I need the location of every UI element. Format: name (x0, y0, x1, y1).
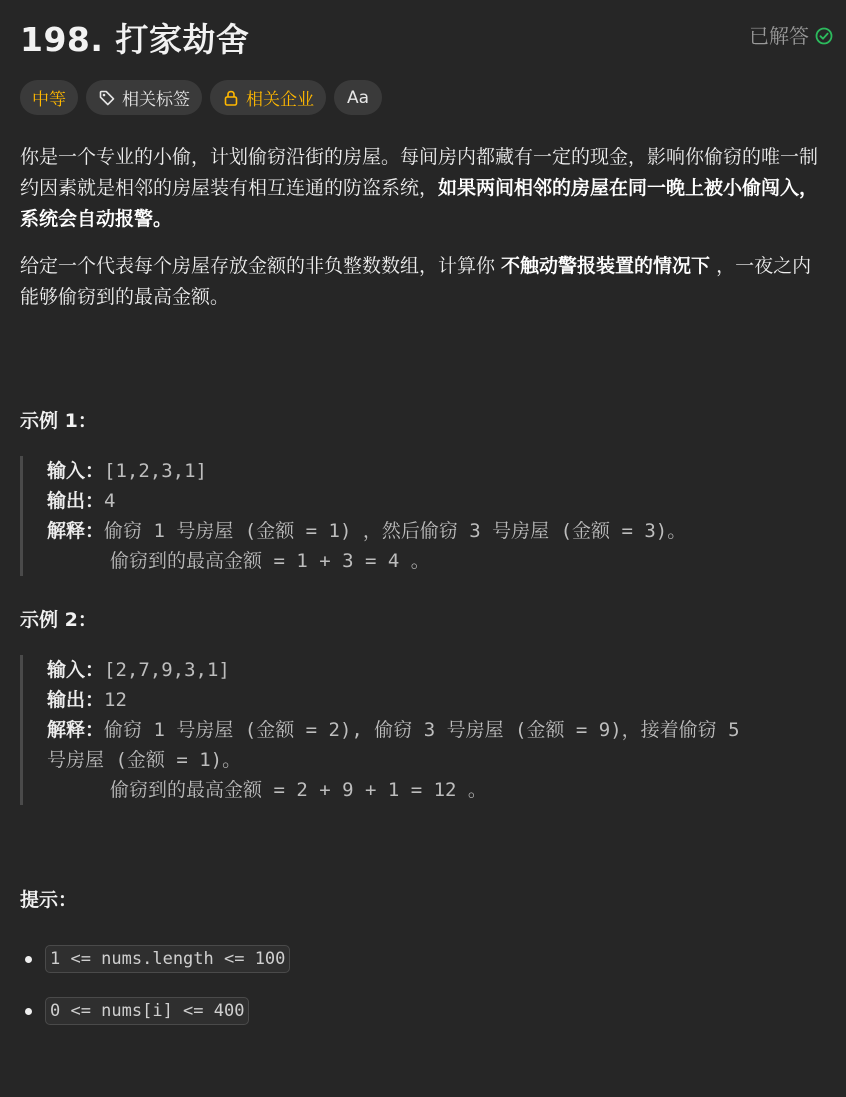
tag-row (20, 80, 382, 115)
output-value: 12 (104, 689, 127, 711)
constraint-code: 0 <= nums[i] <= 400 (45, 997, 249, 1025)
font-icon: Aa (347, 87, 370, 108)
constraint-item (20, 942, 290, 976)
description-bold-text: 不触动警报装置的情况下 (501, 255, 711, 277)
solved-status (749, 20, 833, 49)
example-1-block (20, 456, 820, 576)
output-value: 4 (104, 490, 116, 512)
explanation-label: 解释： (47, 719, 105, 741)
difficulty-label: 中等 (32, 90, 66, 110)
problem-title[interactable]: 198. 打家劫舍 (20, 20, 250, 59)
topics-tag-label: 相关标签 (122, 90, 190, 110)
description-text: 你是一个专业的小偷，计划偷窃沿街的房屋。每间房内都藏有一定的现金，影响你偷窃的唯一制约因素就是相邻的房屋装有相互连通的防盗系统， (20, 146, 819, 199)
constraints-list (20, 942, 290, 1046)
difficulty-badge (20, 80, 78, 115)
company-tag-label: 相关企业 (246, 90, 314, 110)
explanation-text: 偷窃 1 号房屋 (金额 = 1) ，然后偷窃 3 号房屋 (金额 = 3)。 (104, 520, 687, 542)
bullet-icon (25, 956, 32, 963)
explanation-text: 号房屋 (金额 = 1)。 (47, 749, 242, 771)
constraint-item (20, 994, 290, 1028)
bullet-icon (25, 1008, 32, 1015)
output-label: 输出： (47, 689, 105, 711)
font-settings-button[interactable] (334, 80, 382, 115)
example-2-title: 示例 2： (20, 609, 97, 631)
check-circle-icon (815, 26, 833, 44)
topics-tag-button[interactable] (86, 80, 202, 115)
description-paragraph-1 (20, 142, 830, 235)
problem-description (20, 142, 830, 329)
description-text: ，一夜之内能够偷窃到的最高金额。 (20, 255, 812, 308)
tag-icon (98, 89, 116, 107)
description-text: 给定一个代表每个房屋存放金额的非负整数数组，计算你 (20, 255, 502, 277)
lock-icon (222, 89, 240, 107)
output-label: 输出： (47, 490, 105, 512)
example-1-title: 示例 1： (20, 410, 97, 432)
company-tag-button[interactable] (210, 80, 326, 115)
solved-label: 已解答 (749, 24, 809, 48)
description-paragraph-2 (20, 251, 830, 313)
explanation-label: 解释： (47, 520, 105, 542)
input-label: 输入： (47, 460, 105, 482)
constraints-title: 提示： (20, 889, 78, 911)
explanation-text: 偷窃到的最高金额 = 1 + 3 = 4 。 (110, 550, 430, 572)
explanation-text: 偷窃到的最高金额 = 2 + 9 + 1 = 12 。 (110, 779, 487, 801)
problem-header (20, 0, 830, 76)
input-label: 输入： (47, 659, 105, 681)
input-value: [2,7,9,3,1] (104, 659, 230, 681)
description-bold-text: 如果两间相邻的房屋在同一晚上被小偷闯入，系统会自动报警。 (20, 177, 819, 230)
explanation-text: 偷窃 1 号房屋 (金额 = 2), 偷窃 3 号房屋 (金额 = 9)，接着偷窃 5 (104, 719, 740, 741)
constraint-code: 1 <= nums.length <= 100 (45, 945, 290, 973)
input-value: [1,2,3,1] (104, 460, 207, 482)
example-2-block (20, 655, 820, 805)
problem-panel (20, 0, 830, 1021)
